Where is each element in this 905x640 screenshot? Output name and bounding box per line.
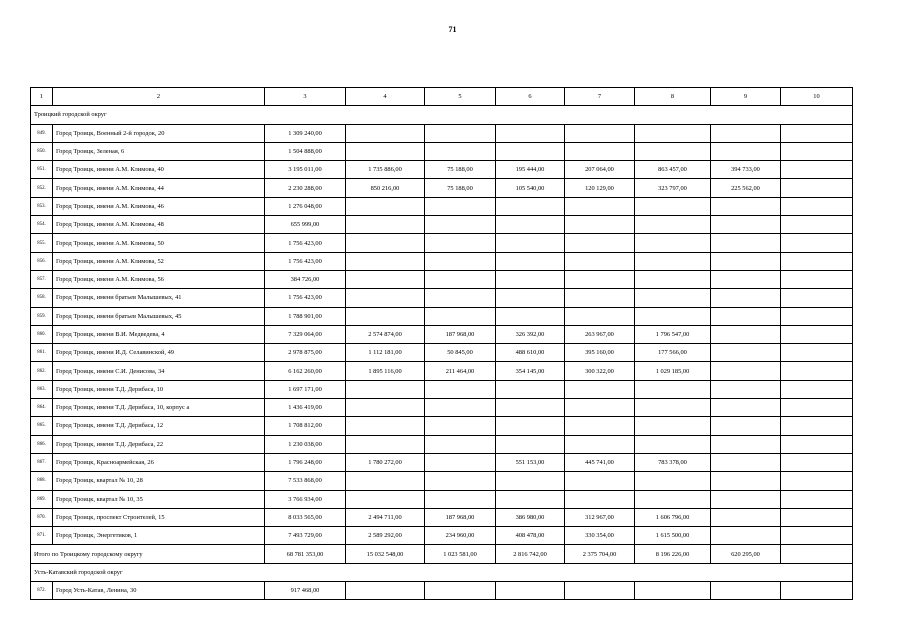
row-number: 871. (31, 527, 53, 545)
value-cell (781, 216, 853, 234)
row-number: 853. (31, 197, 53, 215)
value-cell (635, 472, 711, 490)
value-cell (346, 435, 425, 453)
value-cell (496, 252, 565, 270)
value-cell: 1 895 116,00 (346, 362, 425, 380)
table-row (31, 216, 853, 234)
value-cell: 1 735 886,00 (346, 161, 425, 179)
value-cell (496, 234, 565, 252)
value-cell (635, 142, 711, 160)
value-cell (496, 417, 565, 435)
header-cell: 5 (425, 88, 496, 106)
value-cell: 177 566,00 (635, 344, 711, 362)
value-cell: 1 276 048,00 (265, 197, 346, 215)
value-cell: 225 562,00 (711, 179, 781, 197)
value-cell (346, 234, 425, 252)
value-cell (781, 490, 853, 508)
value-cell (565, 307, 635, 325)
value-cell (635, 417, 711, 435)
value-cell: 326 392,00 (496, 325, 565, 343)
address-cell: Город Троицк, Энергетиков, 1 (53, 527, 265, 545)
value-cell: 1 029 185,00 (635, 362, 711, 380)
row-number: 865. (31, 417, 53, 435)
row-number: 863. (31, 380, 53, 398)
value-cell (425, 417, 496, 435)
value-cell (711, 124, 781, 142)
table-row (31, 490, 853, 508)
address-cell: Город Усть-Катав, Ленина, 30 (53, 582, 265, 600)
header-cell: 8 (635, 88, 711, 106)
value-cell: 2 494 711,00 (346, 508, 425, 526)
value-cell (496, 472, 565, 490)
value-cell: 234 960,00 (425, 527, 496, 545)
table-row (31, 161, 853, 179)
total-label: Итого по Троицкому городскому округу (31, 545, 265, 563)
header-cell: 1 (31, 88, 53, 106)
value-cell (781, 472, 853, 490)
row-number: 869. (31, 490, 53, 508)
row-number: 866. (31, 435, 53, 453)
value-cell: 2 574 874,00 (346, 325, 425, 343)
row-number: 851. (31, 161, 53, 179)
table-row (31, 582, 853, 600)
value-cell (565, 270, 635, 288)
capital-repair-table (30, 87, 853, 600)
section-title: Троицкий городской округ (31, 106, 853, 124)
value-cell (781, 417, 853, 435)
value-cell: 1 796 547,00 (635, 325, 711, 343)
address-cell: Город Троицк, квартал № 10, 28 (53, 472, 265, 490)
table-row (31, 435, 853, 453)
table-row (31, 270, 853, 288)
value-cell: 917 468,00 (265, 582, 346, 600)
header-cell: 3 (265, 88, 346, 106)
value-cell (711, 380, 781, 398)
value-cell (346, 380, 425, 398)
value-cell: 7 533 868,00 (265, 472, 346, 490)
total-value-cell: 15 032 548,00 (346, 545, 425, 563)
total-row (31, 545, 853, 563)
value-cell (346, 270, 425, 288)
address-cell: Город Троицк, Красноармейская, 26 (53, 453, 265, 471)
value-cell (711, 417, 781, 435)
table-row (31, 142, 853, 160)
value-cell (565, 289, 635, 307)
value-cell (711, 142, 781, 160)
value-cell (781, 380, 853, 398)
value-cell: 1 230 038,00 (265, 435, 346, 453)
table-row (31, 399, 853, 417)
value-cell: 330 354,00 (565, 527, 635, 545)
section-header-row (31, 106, 853, 124)
header-cell: 10 (781, 88, 853, 106)
value-cell: 75 188,00 (425, 161, 496, 179)
value-cell (781, 362, 853, 380)
value-cell (711, 490, 781, 508)
value-cell: 1 606 796,00 (635, 508, 711, 526)
value-cell (635, 399, 711, 417)
value-cell: 211 464,00 (425, 362, 496, 380)
table-row (31, 252, 853, 270)
value-cell: 1 504 888,00 (265, 142, 346, 160)
value-cell (346, 582, 425, 600)
total-value-cell (781, 545, 853, 563)
value-cell (425, 216, 496, 234)
value-cell: 394 733,00 (711, 161, 781, 179)
value-cell (635, 252, 711, 270)
value-cell: 1 780 272,00 (346, 453, 425, 471)
value-cell (565, 252, 635, 270)
row-number: 867. (31, 453, 53, 471)
value-cell (635, 435, 711, 453)
row-number: 870. (31, 508, 53, 526)
value-cell: 323 797,00 (635, 179, 711, 197)
value-cell (781, 435, 853, 453)
value-cell (425, 380, 496, 398)
value-cell (496, 197, 565, 215)
value-cell (781, 399, 853, 417)
value-cell (781, 197, 853, 215)
value-cell (711, 325, 781, 343)
value-cell (425, 124, 496, 142)
value-cell (425, 435, 496, 453)
value-cell: 655 999,00 (265, 216, 346, 234)
value-cell (781, 344, 853, 362)
header-cell: 7 (565, 88, 635, 106)
value-cell: 2 589 292,00 (346, 527, 425, 545)
value-cell (346, 252, 425, 270)
value-cell (496, 216, 565, 234)
value-cell: 783 378,00 (635, 453, 711, 471)
value-cell (635, 124, 711, 142)
address-cell: Город Троицк, имени братьев Малышевых, 45 (53, 307, 265, 325)
value-cell (425, 399, 496, 417)
value-cell (711, 435, 781, 453)
total-value-cell: 2 816 742,00 (496, 545, 565, 563)
value-cell: 1 436 419,00 (265, 399, 346, 417)
row-number: 860. (31, 325, 53, 343)
value-cell: 3 766 934,00 (265, 490, 346, 508)
value-cell (781, 527, 853, 545)
value-cell (635, 270, 711, 288)
table-row (31, 197, 853, 215)
value-cell (425, 307, 496, 325)
value-cell (781, 289, 853, 307)
total-value-cell: 1 023 581,00 (425, 545, 496, 563)
value-cell (781, 325, 853, 343)
value-cell: 445 741,00 (565, 453, 635, 471)
value-cell (711, 399, 781, 417)
value-cell: 384 726,00 (265, 270, 346, 288)
value-cell: 312 967,00 (565, 508, 635, 526)
row-number: 864. (31, 399, 53, 417)
value-cell (711, 197, 781, 215)
value-cell: 8 033 565,00 (265, 508, 346, 526)
table-row (31, 344, 853, 362)
value-cell (711, 527, 781, 545)
value-cell: 195 444,00 (496, 161, 565, 179)
value-cell (565, 472, 635, 490)
value-cell: 3 195 011,00 (265, 161, 346, 179)
value-cell (346, 289, 425, 307)
row-number: 849. (31, 124, 53, 142)
value-cell (711, 307, 781, 325)
value-cell: 1 309 240,00 (265, 124, 346, 142)
value-cell: 354 145,00 (496, 362, 565, 380)
address-cell: Город Троицк, имени А.М. Климова, 44 (53, 179, 265, 197)
address-cell: Город Троицк, имени Т.Д. Дерибаса, 10, корпус а (53, 399, 265, 417)
value-cell (496, 307, 565, 325)
value-cell: 1 756 423,00 (265, 234, 346, 252)
value-cell (565, 124, 635, 142)
value-cell (496, 582, 565, 600)
value-cell (781, 161, 853, 179)
value-cell: 1 756 423,00 (265, 252, 346, 270)
value-cell (635, 582, 711, 600)
value-cell: 187 968,00 (425, 508, 496, 526)
table-row (31, 289, 853, 307)
value-cell: 1 112 181,00 (346, 344, 425, 362)
value-cell (781, 179, 853, 197)
value-cell: 50 845,00 (425, 344, 496, 362)
value-cell: 187 968,00 (425, 325, 496, 343)
address-cell: Город Троицк, имени А.М. Климова, 52 (53, 252, 265, 270)
value-cell: 105 540,00 (496, 179, 565, 197)
address-cell: Город Троицк, имени С.И. Денисова, 34 (53, 362, 265, 380)
row-number: 850. (31, 142, 53, 160)
value-cell (346, 124, 425, 142)
value-cell (781, 582, 853, 600)
section-header-row (31, 563, 853, 581)
value-cell (711, 362, 781, 380)
row-number: 855. (31, 234, 53, 252)
value-cell (781, 270, 853, 288)
table-row (31, 472, 853, 490)
value-cell (781, 142, 853, 160)
value-cell: 850 216,00 (346, 179, 425, 197)
value-cell (565, 380, 635, 398)
value-cell (711, 508, 781, 526)
value-cell (781, 453, 853, 471)
table-row (31, 362, 853, 380)
value-cell: 395 160,00 (565, 344, 635, 362)
header-cell: 6 (496, 88, 565, 106)
value-cell (711, 234, 781, 252)
value-cell (346, 307, 425, 325)
address-cell: Город Троицк, проспект Строителей, 15 (53, 508, 265, 526)
total-value-cell: 68 781 353,00 (265, 545, 346, 563)
value-cell (346, 197, 425, 215)
total-value-cell: 8 196 226,00 (635, 545, 711, 563)
value-cell (346, 417, 425, 435)
row-number: 852. (31, 179, 53, 197)
value-cell (425, 252, 496, 270)
page-number: 71 (448, 25, 457, 34)
address-cell: Город Троицк, имени братьев Малышевых, 41 (53, 289, 265, 307)
value-cell: 488 610,00 (496, 344, 565, 362)
value-cell (781, 234, 853, 252)
value-cell (565, 399, 635, 417)
value-cell (496, 435, 565, 453)
row-number: 872. (31, 582, 53, 600)
value-cell (425, 490, 496, 508)
value-cell: 120 129,00 (565, 179, 635, 197)
table-row (31, 508, 853, 526)
value-cell: 408 478,00 (496, 527, 565, 545)
address-cell: Город Троицк, имени В.И. Медведева, 4 (53, 325, 265, 343)
value-cell (711, 289, 781, 307)
value-cell (635, 307, 711, 325)
value-cell (346, 142, 425, 160)
value-cell (635, 289, 711, 307)
value-cell: 300 322,00 (565, 362, 635, 380)
row-number: 856. (31, 252, 53, 270)
value-cell: 1 708 812,00 (265, 417, 346, 435)
address-cell: Город Троицк, имени Т.Д. Дерибаса, 10 (53, 380, 265, 398)
value-cell (565, 216, 635, 234)
value-cell (635, 380, 711, 398)
value-cell (565, 197, 635, 215)
value-cell (711, 252, 781, 270)
value-cell (425, 289, 496, 307)
value-cell: 1 796 248,00 (265, 453, 346, 471)
address-cell: Город Троицк, имени А.М. Климова, 46 (53, 197, 265, 215)
address-cell: Город Троицк, имени А.М. Климова, 48 (53, 216, 265, 234)
value-cell: 386 980,00 (496, 508, 565, 526)
address-cell: Город Троицк, квартал № 10, 35 (53, 490, 265, 508)
value-cell (635, 234, 711, 252)
value-cell (496, 270, 565, 288)
value-cell: 7 493 729,00 (265, 527, 346, 545)
value-cell (425, 234, 496, 252)
value-cell (425, 582, 496, 600)
table-row (31, 179, 853, 197)
table-row (31, 527, 853, 545)
value-cell (496, 399, 565, 417)
value-cell (565, 142, 635, 160)
value-cell (781, 252, 853, 270)
row-number: 854. (31, 216, 53, 234)
address-cell: Город Троицк, имени И.Д. Селавинской, 49 (53, 344, 265, 362)
table-row (31, 124, 853, 142)
value-cell: 1 697 171,00 (265, 380, 346, 398)
value-cell (496, 289, 565, 307)
value-cell: 863 457,00 (635, 161, 711, 179)
value-cell (711, 270, 781, 288)
value-cell (346, 399, 425, 417)
address-cell: Город Троицк, Зеленая, 6 (53, 142, 265, 160)
total-value-cell: 2 375 704,00 (565, 545, 635, 563)
row-number: 858. (31, 289, 53, 307)
value-cell (565, 417, 635, 435)
table-row (31, 380, 853, 398)
address-cell: Город Троицк, Военный 2-й городок, 20 (53, 124, 265, 142)
value-cell: 6 162 260,00 (265, 362, 346, 380)
table-row (31, 234, 853, 252)
value-cell (425, 453, 496, 471)
value-cell: 2 230 288,00 (265, 179, 346, 197)
header-row (31, 88, 853, 106)
value-cell (425, 142, 496, 160)
value-cell (781, 307, 853, 325)
value-cell: 263 967,00 (565, 325, 635, 343)
header-cell: 2 (53, 88, 265, 106)
value-cell (711, 582, 781, 600)
value-cell (781, 124, 853, 142)
value-cell: 1 615 500,00 (635, 527, 711, 545)
table-row (31, 325, 853, 343)
value-cell: 207 064,00 (565, 161, 635, 179)
value-cell: 1 756 423,00 (265, 289, 346, 307)
row-number: 861. (31, 344, 53, 362)
value-cell (711, 216, 781, 234)
total-value-cell: 620 295,00 (711, 545, 781, 563)
value-cell (425, 197, 496, 215)
value-cell (346, 472, 425, 490)
value-cell (711, 453, 781, 471)
header-cell: 9 (711, 88, 781, 106)
address-cell: Город Троицк, имени А.М. Климова, 50 (53, 234, 265, 252)
row-number: 862. (31, 362, 53, 380)
value-cell (711, 344, 781, 362)
table-row (31, 453, 853, 471)
value-cell: 551 153,00 (496, 453, 565, 471)
value-cell: 75 188,00 (425, 179, 496, 197)
value-cell: 2 978 875,00 (265, 344, 346, 362)
address-cell: Город Троицк, имени Т.Д. Дерибаса, 22 (53, 435, 265, 453)
table-row (31, 307, 853, 325)
value-cell (496, 142, 565, 160)
row-number: 868. (31, 472, 53, 490)
value-cell (565, 435, 635, 453)
value-cell (496, 380, 565, 398)
value-cell (565, 490, 635, 508)
header-cell: 4 (346, 88, 425, 106)
section-title: Усть-Катавский городской округ (31, 563, 853, 581)
value-cell (425, 270, 496, 288)
value-cell (711, 472, 781, 490)
value-cell (635, 216, 711, 234)
value-cell (565, 582, 635, 600)
value-cell (346, 216, 425, 234)
value-cell: 1 788 901,00 (265, 307, 346, 325)
table-row (31, 417, 853, 435)
value-cell (496, 124, 565, 142)
value-cell: 7 329 064,00 (265, 325, 346, 343)
value-cell (635, 197, 711, 215)
value-cell (635, 490, 711, 508)
address-cell: Город Троицк, имени А.М. Климова, 56 (53, 270, 265, 288)
value-cell (425, 472, 496, 490)
row-number: 859. (31, 307, 53, 325)
row-number: 857. (31, 270, 53, 288)
value-cell (565, 234, 635, 252)
value-cell (346, 490, 425, 508)
address-cell: Город Троицк, имени Т.Д. Дерибаса, 12 (53, 417, 265, 435)
value-cell (781, 508, 853, 526)
address-cell: Город Троицк, имени А.М. Климова, 40 (53, 161, 265, 179)
value-cell (496, 490, 565, 508)
